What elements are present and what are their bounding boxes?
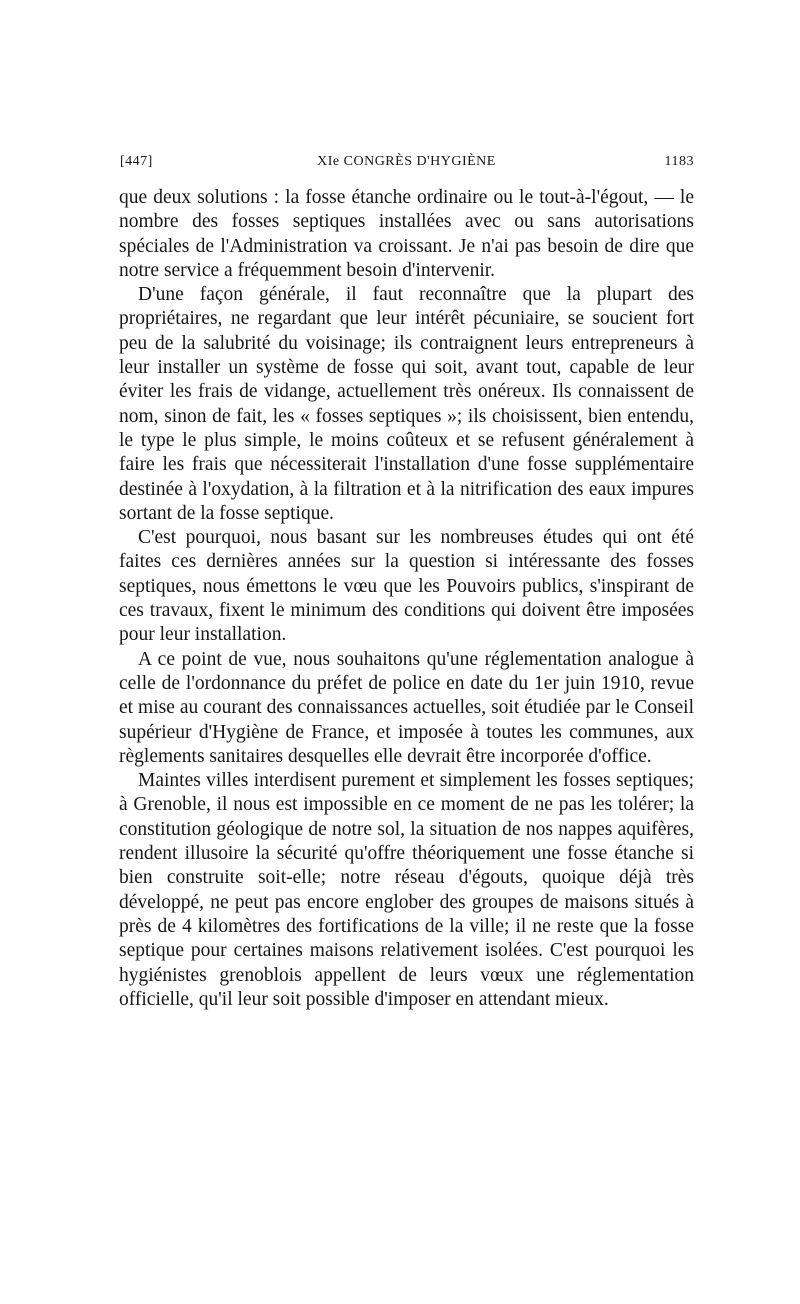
paragraph-5: Maintes villes interdisent purement et simplement les fosses septiques; à Grenoble, il nous est impossible en ce moment de ne pas les tolérer; la constitution géologique de notre sol, la situation de nos nappes aquifères, rendent illusoire la sécurité qu'offre théoriquement une fosse étanche si bien construite soit-elle; notre réseau d'égouts, quoique déjà très développé, ne peut pas encore englober des groupes de maisons situés à près de 4 kilomètres des fortifications de la ville; il ne reste que la fosse septique pour certaines maisons relativement isolées. C'est pourquoi les hygiénistes grenoblois appellent de leurs vœux une réglementation officielle, qu'il leur soit possible d'imposer en attendant mieux. (119, 770, 694, 1010)
body-text (119, 186, 694, 1012)
running-title: XIe CONGRÈS D'HYGIÈNE (317, 154, 496, 169)
paragraph-1: que deux solutions : la fosse étanche ordinaire ou le tout-à-l'égout, — le nombre des fosses septiques installées avec ou sans autorisations spéciales de l'Administration va croissant. Je n'ai pas besoin de dire que notre service a fréquemment besoin d'intervenir. (119, 187, 694, 281)
page-reference: [447] (120, 154, 153, 169)
paragraph-2: D'une façon générale, il faut reconnaître que la plupart des propriétaires, ne regardant que leur intérêt pécuniaire, se soucient fort peu de la salubrité du voisinage; ils contraignent leurs entrepreneurs à leur installer un système de fosse qui soit, avant tout, capable de leur éviter les frais de vidange, actuellement très onéreux. Ils connaissent de nom, sinon de fait, les « fosses septiques »; ils choisissent, bien entendu, le type le plus simple, le moins coûteux et se refusent généralement à faire les frais que nécessiterait l'installation d'une fosse supplémentaire destinée à l'oxydation, à la filtration et à la nitrification des eaux impures sortant de la fosse septique. (119, 284, 694, 524)
page-number: 1183 (664, 154, 694, 169)
paragraph-4: A ce point de vue, nous souhaitons qu'une réglementation analogue à celle de l'ordonnance du préfet de police en date du 1er juin 1910, revue et mise au courant des connaissances actuelles, soit étudiée par le Conseil supérieur d'Hygiène de France, et imposée à toutes les communes, aux règlements sanitaires desquelles elle devrait être incorporée d'office. (119, 648, 694, 767)
book-page (119, 150, 694, 1012)
running-header (119, 150, 694, 180)
paragraph-3: C'est pourquoi, nous basant sur les nombreuses études qui ont été faites ces dernières années sur la question si intéressante des fosses septiques, nous émettons le vœu que les Pouvoirs publics, s'inspirant de ces travaux, fixent le minimum des conditions qui doivent être imposées pour leur installation. (119, 527, 694, 646)
